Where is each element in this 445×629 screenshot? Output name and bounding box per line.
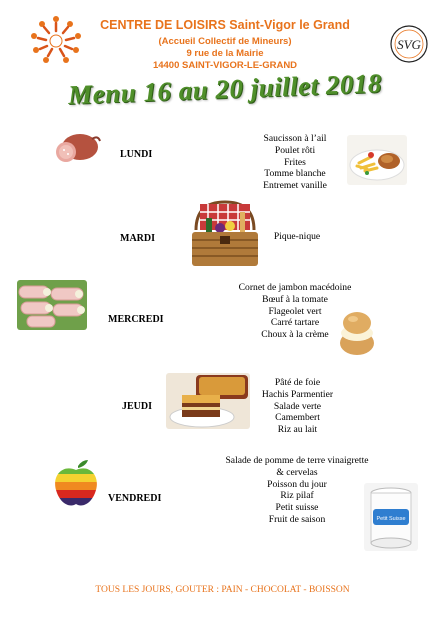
dish: Fruit de saison [268, 513, 326, 525]
hachis-parmentier-image [166, 373, 250, 429]
dish: Entremet vanille [263, 180, 327, 192]
centre-subtitle: (Accueil Collectif de Mineurs) [158, 36, 292, 47]
dish: Carré tartare [270, 317, 320, 329]
dish: Riz pilaf [280, 490, 314, 502]
petit-suisse-image [364, 483, 418, 551]
dish: Petit suisse [275, 502, 319, 514]
dish: Salade verte [273, 400, 322, 412]
dish: Pique-nique [273, 231, 321, 242]
picnic-basket-image [186, 198, 264, 270]
footer-note: TOUS LES JOURS, GOUTER : PAIN - CHOCOLAT - BOISSON [95, 585, 350, 595]
ham-rolls-image [17, 280, 87, 330]
dish: Pâté de foie [274, 377, 321, 388]
dish: Salade de pomme de terre vinaigrette [225, 455, 369, 466]
centre-street: 9 rue de la Mairie [186, 48, 264, 59]
dish: Flageolet vert [268, 305, 322, 317]
day-jeudi: JEUDI [122, 401, 153, 412]
dish: Riz au lait [277, 424, 318, 436]
dish: Frites [284, 156, 306, 168]
dishes-vendredi [212, 455, 382, 526]
yogurt-label: Petit Suisse [376, 516, 406, 522]
cream-puff-image [336, 305, 378, 357]
menu-title: Menu 16 au 20 juillet 2018 [67, 67, 383, 111]
day-mercredi: MERCREDI [108, 314, 164, 325]
dish: Hachis Parmentier [261, 388, 334, 400]
dish: Tomme blanche [264, 168, 326, 180]
dish: Camembert [275, 412, 320, 424]
centre-name: CENTRE DE LOISIRS Saint-Vigor le Grand [100, 18, 350, 32]
dishes-mardi [262, 231, 332, 243]
dishes-jeudi [250, 377, 345, 436]
chicken-fries-image [347, 135, 407, 185]
day-lundi: LUNDI [120, 149, 153, 160]
dish: Choux à la crème [261, 329, 329, 341]
fruit-apple-image [50, 458, 102, 510]
dish: Saucisson à l’ail [263, 133, 327, 144]
dish: Poisson du jour [267, 478, 327, 490]
dish: Bœuf à la tomate [262, 293, 328, 305]
svg-logo [389, 24, 429, 64]
dish: Cornet de jambon macédoine [238, 282, 352, 293]
day-mardi: MARDI [120, 233, 155, 244]
svg-logo-text: SVG [397, 37, 421, 52]
sausage-image [52, 125, 102, 169]
dishes-lundi [240, 133, 350, 192]
dish: & cervelas [276, 466, 318, 478]
centre-city: 14400 SAINT-VIGOR-LE-GRAND [152, 60, 298, 71]
dish: Poulet rôti [274, 144, 316, 156]
day-vendredi: VENDREDI [108, 493, 162, 504]
